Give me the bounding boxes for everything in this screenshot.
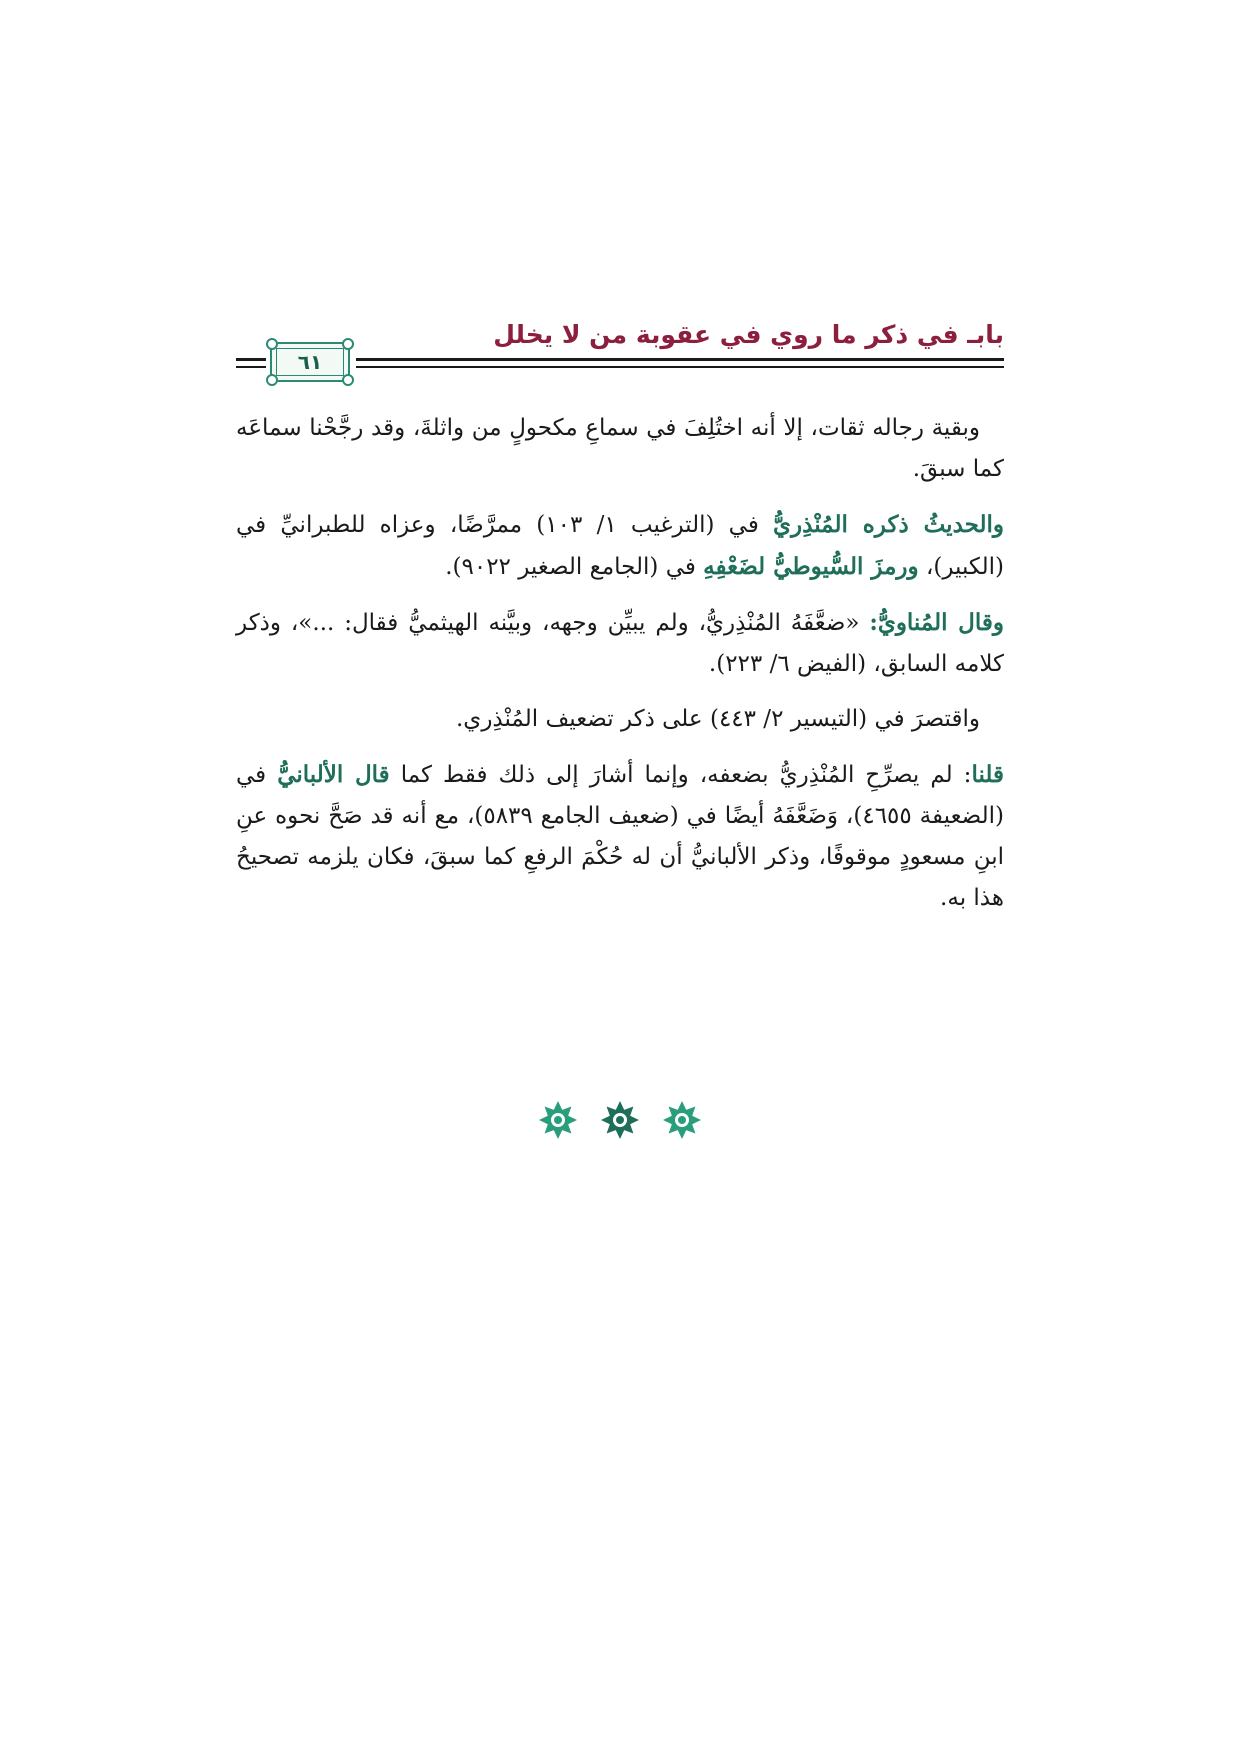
body-text bbox=[236, 408, 1004, 933]
text-segment: في (الجامع الصغير ٩٠٢٢). bbox=[445, 554, 704, 580]
badge-corner-ornament-icon bbox=[266, 338, 278, 350]
eight-point-star-icon bbox=[538, 1100, 578, 1144]
badge-corner-ornament-icon bbox=[266, 374, 278, 386]
page-number-badge bbox=[270, 342, 350, 382]
text-segment: في (الترغيب ١/ ١٠٣) ممرَّضًا، وعزاه للطبرانيِّ في (الكبير)، bbox=[236, 512, 1004, 580]
eight-point-star-icon bbox=[662, 1100, 702, 1144]
text-segment: «ضعَّفَهُ المُنْذِريُّ، ولم يبيِّن وجهه، وبيَّنه الهيثميُّ فقال: ...»، وذكر كلامه السابق، (الفيض ٦/ ٢٢٣). bbox=[236, 610, 1004, 677]
section-end-ornament bbox=[0, 1100, 1240, 1144]
text-segment: واقتصرَ في (التيسير ٢/ ٤٤٣) على ذكر تضعيف المُنْذِري. bbox=[456, 706, 980, 732]
badge-corner-ornament-icon bbox=[342, 338, 354, 350]
text-segment: في (الضعيفة ٤٦٥٥)، وَضَعَّفَهُ أيضًا في (ضعيف الجامع ٥٨٣٩)، مع أنه قد صَحَّ نحوه عنِ ابنِ مسعودٍ موقوفًا، وذكر الألبانيُّ أن له حُكْمَ الرفعِ كما سبقَ، فكان يلزمه تصحيحُ هذا به. bbox=[236, 762, 1004, 911]
paragraph bbox=[236, 408, 1004, 490]
paragraph bbox=[236, 699, 1004, 740]
paragraph bbox=[236, 504, 1004, 588]
header-rule-top bbox=[356, 358, 1004, 361]
eight-point-star-icon bbox=[600, 1100, 640, 1144]
page-header bbox=[236, 300, 1004, 390]
highlighted-phrase: وقال المُناويُّ: bbox=[869, 609, 1004, 636]
highlighted-phrase: قلنا bbox=[971, 761, 1004, 788]
text-segment: : لم يصرِّحِ المُنْذِريُّ بضعفه، وإنما أشارَ إلى ذلك فقط كما bbox=[389, 762, 972, 788]
highlighted-phrase: ورمزَ السُّيوطيُّ لضَعْفِهِ bbox=[703, 553, 919, 580]
page-number: ٦١ bbox=[297, 350, 323, 374]
paragraph bbox=[236, 602, 1004, 685]
highlighted-phrase: قال الألبانيُّ bbox=[277, 761, 390, 788]
chapter-title: بابـ في ذكر ما روي في عقوبة من لا يخلل bbox=[493, 320, 1004, 349]
header-rule-left-bottom bbox=[236, 366, 266, 368]
text-segment: وبقية رجاله ثقات، إلا أنه اختُلِفَ في سماعِ مكحولٍ من واثلةَ، وقد رجَّحْنا سماعَه كما سبقَ. bbox=[236, 415, 1004, 482]
highlighted-phrase: والحديثُ ذكره المُنْذِريُّ bbox=[773, 511, 1004, 538]
paragraph bbox=[236, 754, 1004, 919]
header-rule-bottom bbox=[356, 366, 1004, 368]
header-rule-left-top bbox=[236, 358, 266, 361]
badge-corner-ornament-icon bbox=[342, 374, 354, 386]
